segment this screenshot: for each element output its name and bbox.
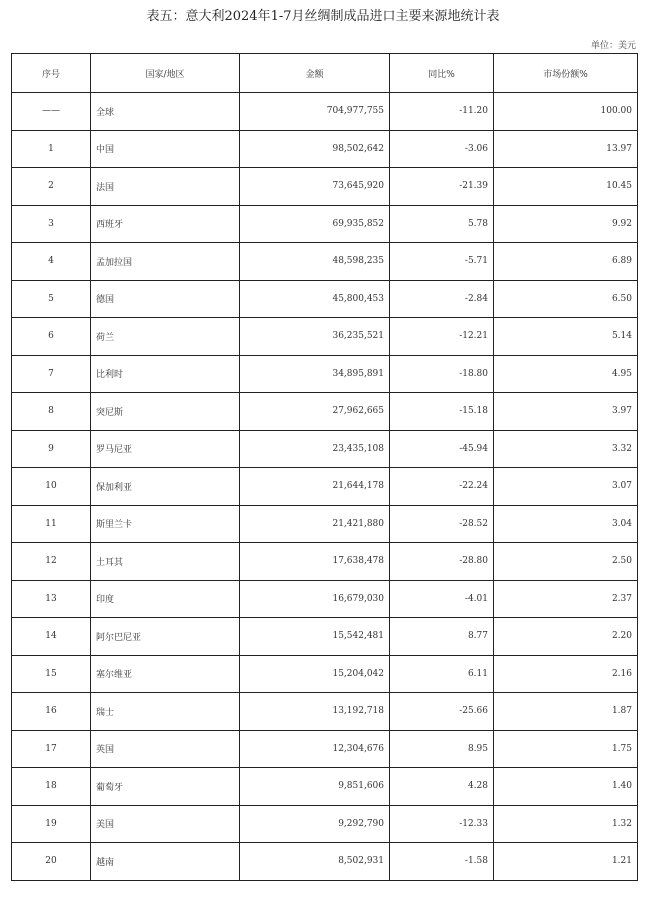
table-row — [12, 318, 638, 356]
cell-share: 3.97 — [494, 393, 638, 431]
cell-country: 塞尔维亚 — [91, 655, 240, 693]
cell-amount: 15,204,042 — [240, 655, 390, 693]
cell-amount: 34,895,891 — [240, 355, 390, 393]
cell-country: 葡萄牙 — [91, 768, 240, 806]
table-row — [12, 505, 638, 543]
cell-amount: 17,638,478 — [240, 543, 390, 581]
cell-share: 1.21 — [494, 843, 638, 881]
cell-amount: 21,421,880 — [240, 505, 390, 543]
cell-share: 3.04 — [494, 505, 638, 543]
cell-share: 1.75 — [494, 730, 638, 768]
table-row — [12, 130, 638, 168]
cell-amount: 12,304,676 — [240, 730, 390, 768]
cell-share: 2.50 — [494, 543, 638, 581]
cell-share: 5.14 — [494, 318, 638, 356]
cell-share: 2.16 — [494, 655, 638, 693]
cell-rank: 1 — [12, 130, 91, 168]
cell-amount: 27,962,665 — [240, 393, 390, 431]
table-row — [12, 243, 638, 281]
cell-rank: 5 — [12, 280, 91, 318]
table-row — [12, 580, 638, 618]
table-row — [12, 93, 638, 131]
cell-country: 西班牙 — [91, 205, 240, 243]
cell-share: 3.32 — [494, 430, 638, 468]
table-row — [12, 730, 638, 768]
cell-rank: 15 — [12, 655, 91, 693]
cell-amount: 8,502,931 — [240, 843, 390, 881]
cell-rank: 7 — [12, 355, 91, 393]
cell-yoy: -12.33 — [390, 805, 494, 843]
cell-country: 中国 — [91, 130, 240, 168]
cell-amount: 69,935,852 — [240, 205, 390, 243]
table-row — [12, 430, 638, 468]
cell-share: 10.45 — [494, 168, 638, 206]
cell-country: 法国 — [91, 168, 240, 206]
cell-country: 荷兰 — [91, 318, 240, 356]
table-row — [12, 843, 638, 881]
cell-rank: 10 — [12, 468, 91, 506]
cell-country: 印度 — [91, 580, 240, 618]
cell-yoy: -21.39 — [390, 168, 494, 206]
table-row — [12, 393, 638, 431]
cell-country: 越南 — [91, 843, 240, 881]
cell-amount: 45,800,453 — [240, 280, 390, 318]
cell-rank: 16 — [12, 693, 91, 731]
table-row — [12, 543, 638, 581]
cell-share: 4.95 — [494, 355, 638, 393]
table-row — [12, 655, 638, 693]
cell-yoy: -28.52 — [390, 505, 494, 543]
cell-yoy: -4.01 — [390, 580, 494, 618]
cell-yoy: -15.18 — [390, 393, 494, 431]
cell-yoy: -3.06 — [390, 130, 494, 168]
cell-rank: 8 — [12, 393, 91, 431]
header-share: 市场份额% — [494, 54, 638, 93]
table-row — [12, 805, 638, 843]
cell-share: 100.00 — [494, 93, 638, 131]
cell-amount: 73,645,920 — [240, 168, 390, 206]
cell-amount: 21,644,178 — [240, 468, 390, 506]
cell-country: 美国 — [91, 805, 240, 843]
cell-rank: 18 — [12, 768, 91, 806]
cell-yoy: -12.21 — [390, 318, 494, 356]
cell-share: 6.50 — [494, 280, 638, 318]
cell-country: 突尼斯 — [91, 393, 240, 431]
header-rank: 序号 — [12, 54, 91, 93]
table-header-row — [12, 54, 638, 93]
cell-share: 1.87 — [494, 693, 638, 731]
cell-rank: 2 — [12, 168, 91, 206]
table-row — [12, 768, 638, 806]
cell-yoy: -2.84 — [390, 280, 494, 318]
cell-share: 6.89 — [494, 243, 638, 281]
cell-country: 比利时 — [91, 355, 240, 393]
cell-yoy: -22.24 — [390, 468, 494, 506]
table-row — [12, 693, 638, 731]
cell-share: 2.37 — [494, 580, 638, 618]
cell-rank: —— — [12, 93, 91, 131]
cell-amount: 23,435,108 — [240, 430, 390, 468]
cell-rank: 11 — [12, 505, 91, 543]
cell-country: 土耳其 — [91, 543, 240, 581]
cell-amount: 15,542,481 — [240, 618, 390, 656]
table-row — [12, 168, 638, 206]
table-row — [12, 205, 638, 243]
cell-amount: 36,235,521 — [240, 318, 390, 356]
cell-yoy: -1.58 — [390, 843, 494, 881]
cell-country: 阿尔巴尼亚 — [91, 618, 240, 656]
cell-country: 德国 — [91, 280, 240, 318]
cell-rank: 9 — [12, 430, 91, 468]
cell-share: 2.20 — [494, 618, 638, 656]
cell-share: 1.32 — [494, 805, 638, 843]
cell-rank: 12 — [12, 543, 91, 581]
unit-label: 单位：美元 — [590, 41, 636, 51]
table-row — [12, 618, 638, 656]
cell-yoy: -45.94 — [390, 430, 494, 468]
cell-country: 斯里兰卡 — [91, 505, 240, 543]
cell-country: 全球 — [91, 93, 240, 131]
cell-share: 13.97 — [494, 130, 638, 168]
table-row — [12, 280, 638, 318]
header-country: 国家/地区 — [91, 54, 240, 93]
cell-share: 3.07 — [494, 468, 638, 506]
cell-yoy: -5.71 — [390, 243, 494, 281]
cell-yoy: 8.77 — [390, 618, 494, 656]
cell-amount: 13,192,718 — [240, 693, 390, 731]
cell-share: 1.40 — [494, 768, 638, 806]
cell-rank: 17 — [12, 730, 91, 768]
header-yoy: 同比% — [390, 54, 494, 93]
table-row — [12, 468, 638, 506]
cell-amount: 48,598,235 — [240, 243, 390, 281]
cell-amount: 98,502,642 — [240, 130, 390, 168]
cell-country: 罗马尼亚 — [91, 430, 240, 468]
cell-rank: 3 — [12, 205, 91, 243]
cell-rank: 14 — [12, 618, 91, 656]
cell-yoy: 5.78 — [390, 205, 494, 243]
cell-rank: 4 — [12, 243, 91, 281]
header-amount: 金额 — [240, 54, 390, 93]
cell-yoy: 4.28 — [390, 768, 494, 806]
table-row — [12, 355, 638, 393]
cell-country: 保加利亚 — [91, 468, 240, 506]
cell-amount: 9,292,790 — [240, 805, 390, 843]
import-sources-table — [11, 53, 638, 881]
cell-amount: 16,679,030 — [240, 580, 390, 618]
page-title: 表五：意大利2024年1-7月丝绸制成品进口主要来源地统计表 — [146, 9, 500, 24]
cell-rank: 13 — [12, 580, 91, 618]
cell-country: 瑞士 — [91, 693, 240, 731]
cell-rank: 20 — [12, 843, 91, 881]
cell-amount: 9,851,606 — [240, 768, 390, 806]
cell-country: 英国 — [91, 730, 240, 768]
cell-share: 9.92 — [494, 205, 638, 243]
cell-yoy: -25.66 — [390, 693, 494, 731]
cell-rank: 6 — [12, 318, 91, 356]
cell-yoy: 6.11 — [390, 655, 494, 693]
cell-yoy: -28.80 — [390, 543, 494, 581]
cell-rank: 19 — [12, 805, 91, 843]
cell-yoy: 8.95 — [390, 730, 494, 768]
cell-amount: 704,977,755 — [240, 93, 390, 131]
cell-yoy: -11.20 — [390, 93, 494, 131]
cell-yoy: -18.80 — [390, 355, 494, 393]
cell-country: 孟加拉国 — [91, 243, 240, 281]
